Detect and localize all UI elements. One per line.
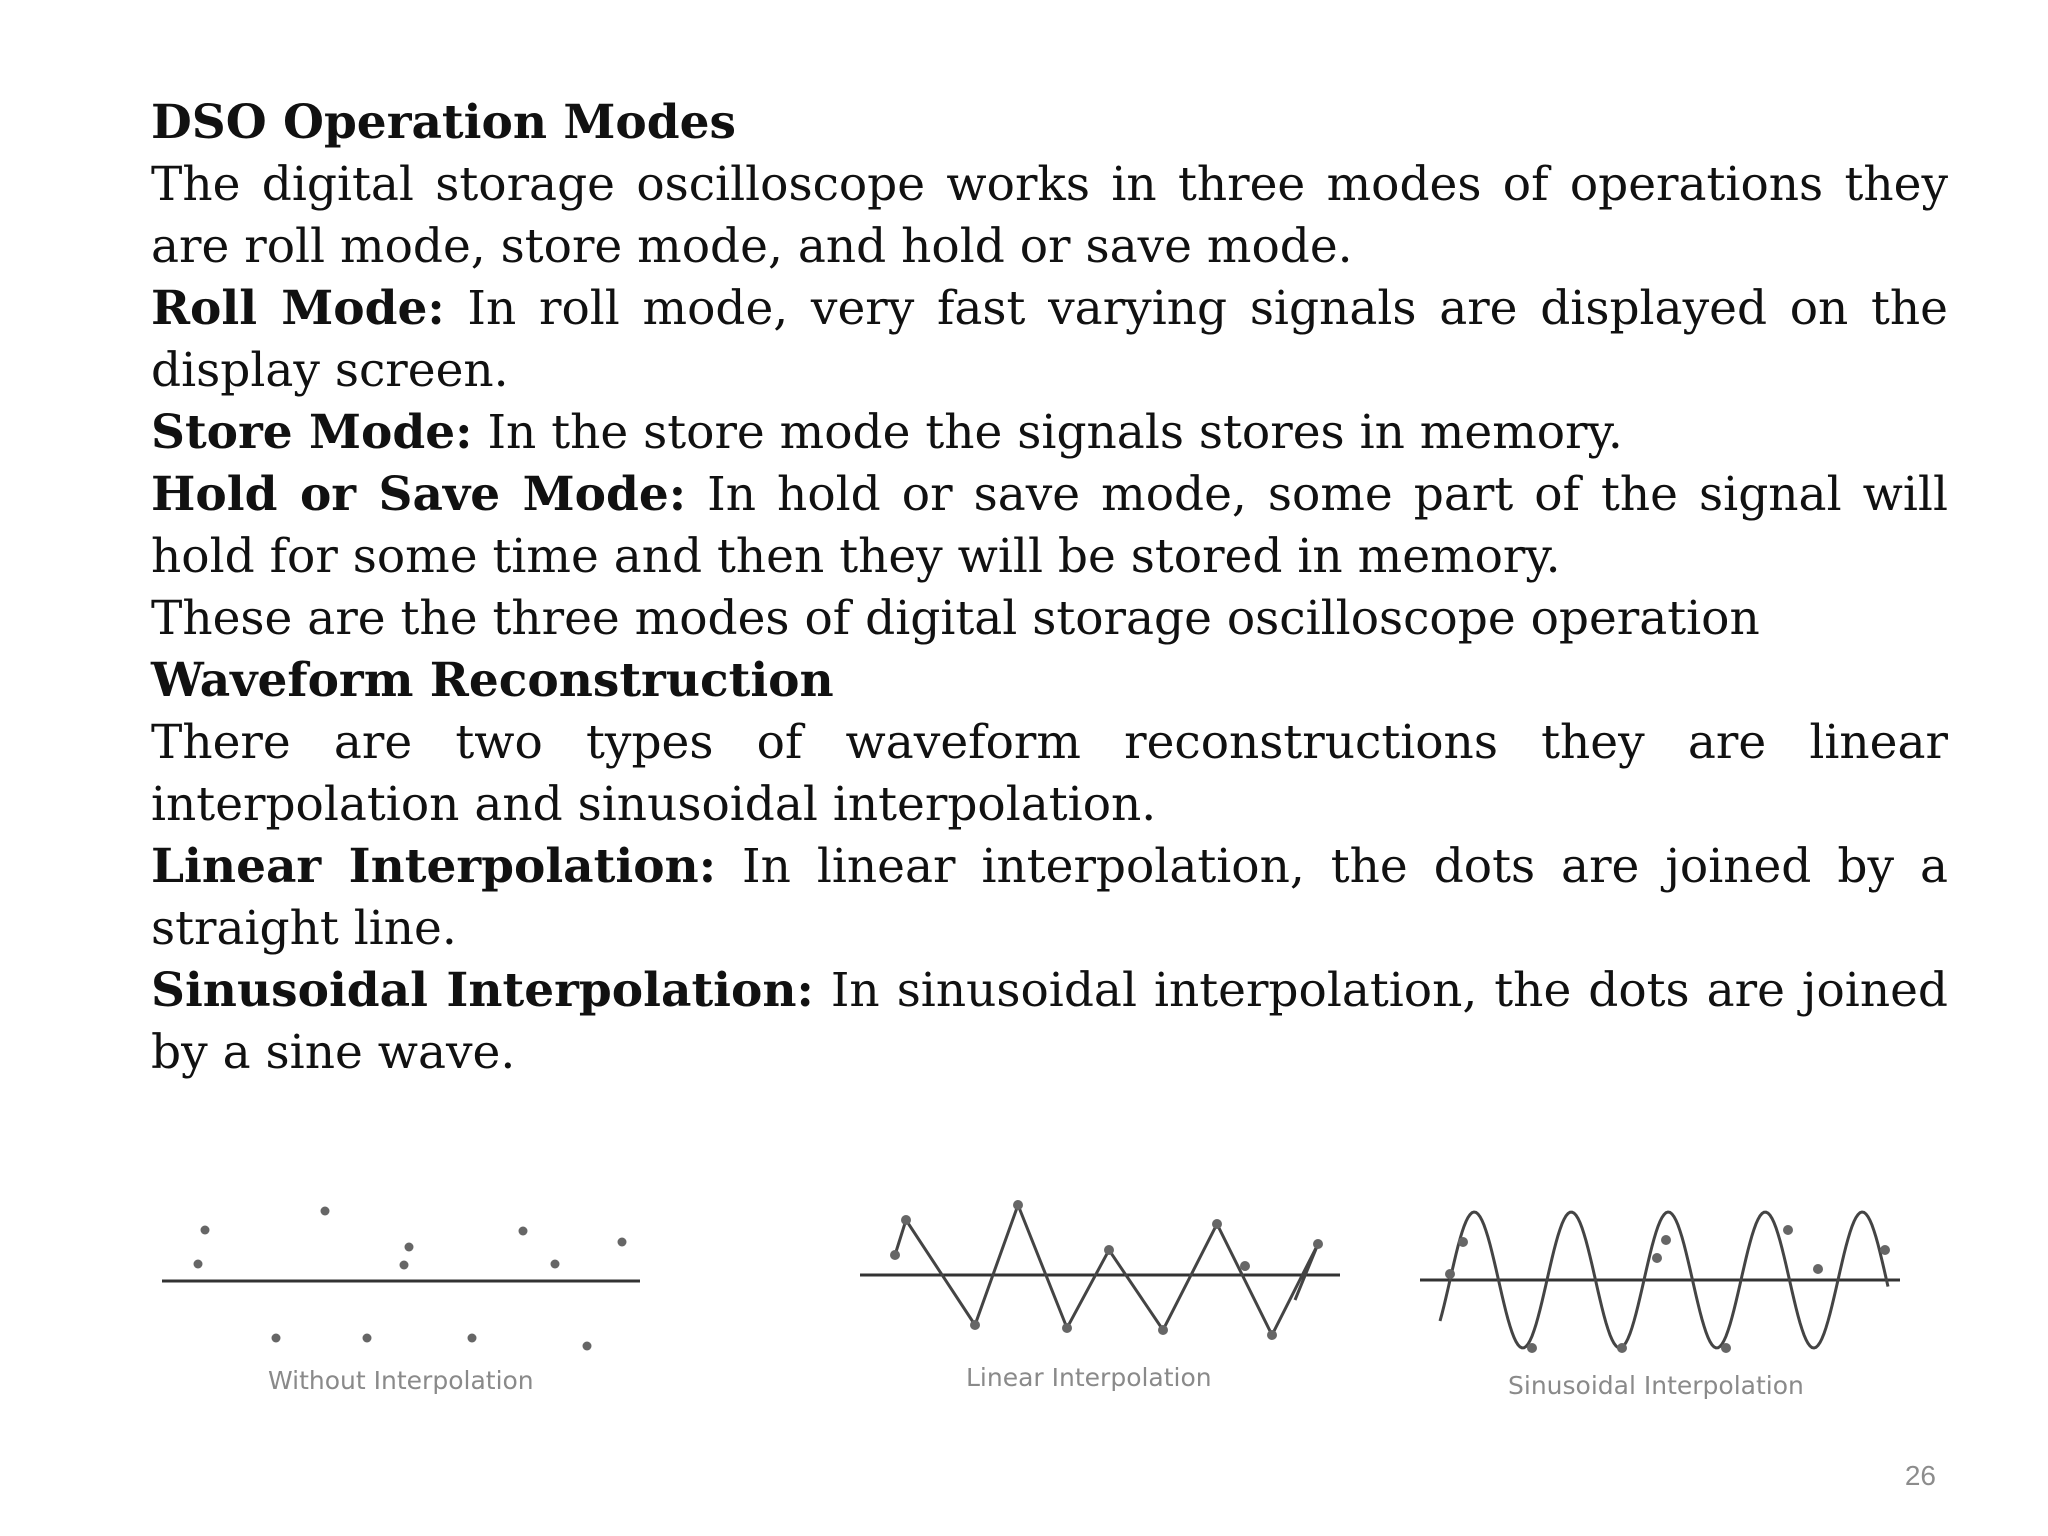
caption-linear-interpolation: Linear Interpolation <box>966 1363 1212 1392</box>
store-mode-text: In the store mode the signals stores in memory. <box>472 405 1623 460</box>
sample-dot <box>1445 1269 1455 1279</box>
heading-waveform-reconstruction: Waveform Reconstruction <box>151 653 834 708</box>
sample-dot <box>400 1261 409 1270</box>
figure-sinusoidal-interpolation <box>1410 1180 1910 1410</box>
linear-waveform <box>895 1205 1318 1335</box>
sample-dot <box>1458 1237 1468 1247</box>
hold-mode-text: In hold or save mode, some part of the signal will hold for some time and then they will be stored in memory. <box>151 467 1948 584</box>
sample-dot <box>1212 1219 1222 1229</box>
caption-sinusoidal-interpolation: Sinusoidal Interpolation <box>1508 1371 1804 1400</box>
store-mode-term: Store Mode: <box>151 405 473 460</box>
sample-dot <box>1267 1330 1277 1340</box>
sinusoidal-interpolation-diagram <box>1410 1180 1910 1380</box>
sample-dot <box>1104 1245 1114 1255</box>
sinusoidal-interpolation-text: In sinusoidal interpolation, the dots are joined by a sine wave. <box>151 963 1948 1080</box>
sample-dot <box>1880 1245 1890 1255</box>
page-number: 26 <box>1904 1460 1936 1491</box>
sample-dot <box>363 1334 372 1343</box>
roll-mode-text: In roll mode, very fast varying signals are displayed on the display screen. <box>151 281 1948 398</box>
sample-dot <box>194 1260 203 1269</box>
intro-operation-modes: The digital storage oscilloscope works in three modes of operations they are roll mode, store mode, and hold or save mode. <box>151 157 1948 274</box>
roll-mode-paragraph <box>151 278 1948 402</box>
sample-dot <box>1661 1235 1671 1245</box>
figure-without-interpolation <box>150 1180 650 1410</box>
caption-without-interpolation: Without Interpolation <box>268 1366 534 1395</box>
intro-waveform-reconstruction: There are two types of waveform reconstructions they are linear interpolation and sinusoidal interpolation. <box>151 715 1948 832</box>
sample-dot <box>1721 1343 1731 1353</box>
summary-operation-modes: These are the three modes of digital storage oscilloscope operation <box>151 591 1760 646</box>
sample-dot <box>272 1334 281 1343</box>
sample-dot <box>1240 1261 1250 1271</box>
store-mode-paragraph <box>151 402 1948 464</box>
slide-body <box>151 92 1948 1084</box>
without-interpolation-diagram <box>150 1180 650 1380</box>
sample-dot <box>1062 1323 1072 1333</box>
sample-dot <box>1652 1253 1662 1263</box>
sinusoidal-interpolation-paragraph <box>151 960 1948 1084</box>
sample-dot <box>321 1207 330 1216</box>
sample-dot <box>405 1243 414 1252</box>
roll-mode-term: Roll Mode: <box>151 281 445 336</box>
sample-dot <box>1313 1239 1323 1249</box>
sample-dot <box>618 1238 627 1247</box>
heading-operation-modes: DSO Operation Modes <box>151 95 736 150</box>
sample-dot <box>901 1215 911 1225</box>
sinusoidal-interpolation-term: Sinusoidal Interpolation: <box>151 963 814 1018</box>
hold-mode-paragraph <box>151 464 1948 588</box>
sample-dot <box>1527 1343 1537 1353</box>
sample-dot <box>1617 1343 1627 1353</box>
sample-dot <box>201 1226 210 1235</box>
sample-dot <box>1013 1200 1023 1210</box>
sample-dot <box>519 1227 528 1236</box>
sample-dot <box>583 1342 592 1351</box>
hold-mode-term: Hold or Save Mode: <box>151 467 687 522</box>
sample-dot <box>551 1260 560 1269</box>
linear-interpolation-paragraph <box>151 836 1948 960</box>
sample-dot <box>1813 1264 1823 1274</box>
linear-interpolation-diagram <box>850 1180 1350 1380</box>
sample-dot <box>1783 1225 1793 1235</box>
sample-dot <box>970 1320 980 1330</box>
linear-interpolation-term: Linear Interpolation: <box>151 839 717 894</box>
figure-linear-interpolation <box>850 1180 1350 1410</box>
sample-dot <box>468 1334 477 1343</box>
linear-interpolation-text: In linear interpolation, the dots are joined by a straight line. <box>151 839 1948 956</box>
sample-dot <box>1158 1325 1168 1335</box>
sample-dot <box>890 1250 900 1260</box>
